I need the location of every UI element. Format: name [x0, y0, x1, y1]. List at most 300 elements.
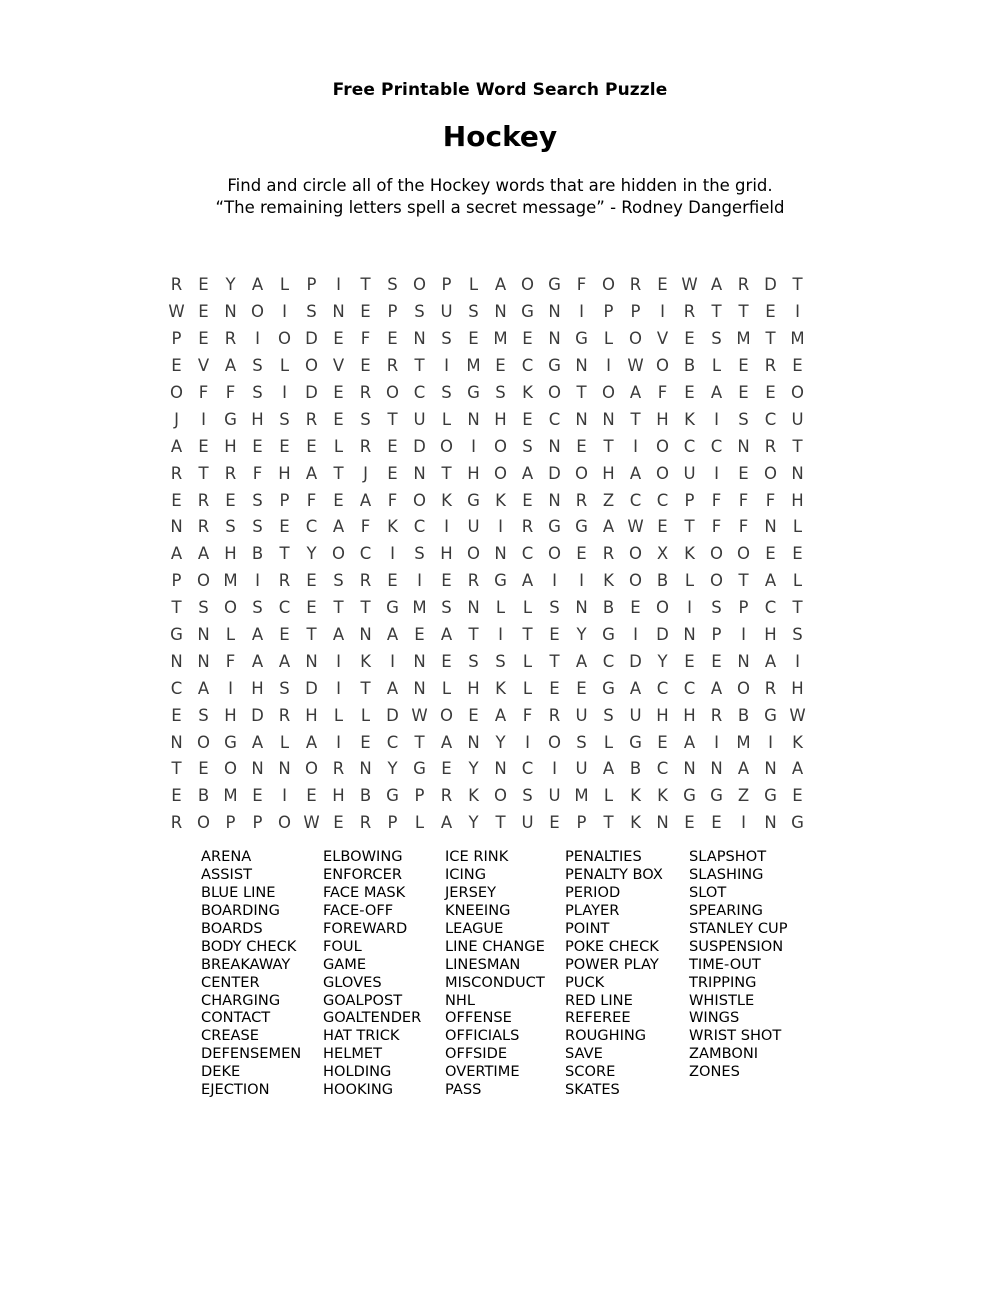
grid-cell[interactable]: T — [360, 678, 371, 698]
grid-cell[interactable]: O — [494, 463, 507, 483]
grid-cell[interactable]: H — [278, 463, 291, 483]
grid-cell[interactable]: E — [738, 463, 749, 483]
grid-cell[interactable]: R — [359, 383, 372, 402]
grid-cell[interactable]: P — [387, 302, 398, 322]
grid-cell[interactable]: E — [252, 786, 263, 806]
grid-cell[interactable]: R — [737, 275, 750, 295]
grid-cell[interactable]: E — [441, 759, 452, 779]
grid-cell[interactable]: T — [441, 463, 452, 483]
grid-cell[interactable]: A — [170, 544, 183, 564]
grid-cell[interactable]: T — [333, 463, 344, 483]
grid-cell[interactable]: N — [359, 625, 372, 645]
grid-cell[interactable]: N — [683, 625, 696, 645]
grid-cell[interactable]: H — [251, 678, 264, 698]
grid-cell[interactable]: E — [333, 383, 344, 402]
grid-cell[interactable]: T — [738, 302, 749, 322]
grid-cell[interactable]: E — [171, 705, 182, 725]
grid-cell[interactable]: L — [711, 356, 722, 376]
grid-cell[interactable]: G — [548, 275, 561, 295]
word-list-item[interactable]: HOLDING — [323, 1063, 392, 1081]
grid-cell[interactable]: I — [633, 625, 638, 645]
grid-cell[interactable]: W — [411, 705, 428, 725]
grid-cell[interactable]: I — [741, 625, 746, 645]
grid-cell[interactable]: I — [228, 678, 233, 698]
grid-cell[interactable]: C — [629, 490, 642, 510]
grid-cell[interactable]: A — [359, 490, 372, 510]
grid-cell[interactable]: E — [495, 356, 506, 376]
grid-cell[interactable]: E — [576, 436, 587, 456]
grid-cell[interactable]: M — [466, 356, 481, 376]
grid-cell[interactable]: N — [413, 678, 426, 698]
grid-cell[interactable]: O — [548, 383, 561, 402]
grid-cell[interactable]: O — [548, 544, 561, 564]
grid-cell[interactable]: T — [603, 813, 614, 833]
word-list-item[interactable]: OVERTIME — [445, 1063, 520, 1081]
grid-cell[interactable]: N — [575, 598, 588, 618]
grid-cell[interactable]: H — [602, 463, 615, 483]
grid-cell[interactable]: A — [629, 678, 642, 698]
grid-cell[interactable]: E — [306, 786, 317, 806]
grid-cell[interactable]: O — [332, 544, 345, 564]
grid-cell[interactable]: N — [467, 409, 480, 429]
grid-cell[interactable]: T — [792, 598, 803, 618]
grid-cell[interactable]: E — [684, 383, 695, 402]
grid-cell[interactable]: N — [764, 813, 777, 833]
grid-cell[interactable]: B — [683, 356, 696, 376]
grid-cell[interactable]: E — [387, 436, 398, 456]
grid-cell[interactable]: T — [495, 813, 506, 833]
grid-cell[interactable]: T — [279, 544, 290, 564]
word-list-item[interactable]: SAVE — [565, 1045, 603, 1063]
word-list-item[interactable]: TIME-OUT — [689, 955, 761, 973]
grid-cell[interactable]: O — [710, 571, 723, 591]
grid-cell[interactable]: I — [633, 436, 638, 456]
grid-cell[interactable]: N — [332, 302, 345, 322]
grid-cell[interactable]: R — [278, 571, 291, 591]
grid-cell[interactable]: C — [602, 651, 615, 671]
grid-cell[interactable]: F — [738, 490, 749, 510]
grid-cell[interactable]: P — [630, 302, 641, 322]
word-list-item[interactable]: REFEREE — [565, 1009, 631, 1027]
grid-cell[interactable]: E — [252, 436, 263, 456]
grid-cell[interactable]: D — [629, 651, 642, 671]
grid-cell[interactable]: A — [386, 625, 399, 645]
grid-cell[interactable]: S — [522, 436, 533, 456]
grid-cell[interactable]: O — [467, 544, 480, 564]
grid-cell[interactable]: G — [575, 329, 588, 349]
grid-cell[interactable]: O — [521, 275, 534, 295]
grid-cell[interactable]: G — [602, 625, 615, 645]
grid-cell[interactable]: S — [387, 275, 398, 295]
word-list-item[interactable]: ICING — [445, 865, 487, 883]
grid-cell[interactable]: T — [522, 625, 533, 645]
grid-cell[interactable]: O — [278, 329, 291, 349]
grid-cell[interactable]: N — [575, 356, 588, 376]
grid-cell[interactable]: J — [174, 409, 179, 429]
grid-cell[interactable]: O — [629, 571, 642, 591]
grid-cell[interactable]: O — [197, 732, 210, 752]
grid-cell[interactable]: G — [413, 759, 426, 779]
grid-cell[interactable]: I — [606, 356, 611, 376]
grid-cell[interactable]: T — [414, 732, 425, 752]
word-list-item[interactable]: LEAGUE — [445, 919, 504, 937]
grid-cell[interactable]: I — [660, 302, 665, 322]
grid-cell[interactable]: F — [360, 329, 371, 349]
grid-cell[interactable]: C — [548, 409, 561, 429]
grid-cell[interactable]: M — [790, 329, 805, 349]
grid-cell[interactable]: R — [305, 409, 318, 429]
grid-cell[interactable]: C — [278, 598, 291, 618]
grid-cell[interactable]: A — [710, 678, 723, 698]
grid-cell[interactable]: I — [795, 302, 800, 322]
grid-cell[interactable]: O — [251, 302, 264, 322]
word-list-item[interactable]: WINGS — [689, 1009, 740, 1027]
word-list-item[interactable]: BREAKAWAY — [201, 955, 291, 973]
grid-cell[interactable]: P — [225, 813, 236, 833]
grid-cell[interactable]: O — [575, 463, 588, 483]
grid-cell[interactable]: R — [332, 759, 345, 779]
grid-cell[interactable]: S — [441, 598, 452, 618]
grid-cell[interactable]: S — [711, 598, 722, 618]
word-list-item[interactable]: POKE CHECK — [565, 937, 659, 955]
grid-cell[interactable]: B — [602, 598, 615, 618]
word-list-item[interactable]: ENFORCER — [323, 865, 402, 883]
grid-cell[interactable]: C — [413, 383, 426, 402]
word-list-item[interactable]: PENALTY BOX — [565, 865, 663, 883]
grid-cell[interactable]: I — [417, 571, 422, 591]
grid-cell[interactable]: S — [441, 383, 452, 402]
grid-cell[interactable]: S — [468, 651, 479, 671]
grid-cell[interactable]: H — [440, 544, 453, 564]
grid-cell[interactable]: R — [575, 490, 588, 510]
grid-cell[interactable]: I — [255, 571, 260, 591]
grid-cell[interactable]: K — [657, 786, 668, 806]
grid-cell[interactable]: N — [251, 759, 264, 779]
grid-cell[interactable]: Y — [576, 625, 587, 645]
word-list-item[interactable]: FACE-OFF — [323, 901, 394, 919]
grid-cell[interactable]: E — [333, 409, 344, 429]
grid-cell[interactable]: A — [278, 651, 291, 671]
grid-cell[interactable]: A — [602, 517, 615, 537]
grid-cell[interactable]: S — [549, 598, 560, 618]
grid-cell[interactable]: L — [441, 409, 452, 429]
grid-cell[interactable]: E — [360, 732, 371, 752]
grid-cell[interactable]: A — [764, 571, 777, 591]
grid-cell[interactable]: R — [170, 463, 183, 483]
grid-cell[interactable]: E — [522, 490, 533, 510]
grid-cell[interactable]: V — [197, 356, 210, 376]
grid-cell[interactable]: S — [468, 302, 479, 322]
word-list-item[interactable]: PASS — [445, 1081, 482, 1099]
word-list-item[interactable]: EJECTION — [201, 1081, 270, 1099]
grid-cell[interactable]: S — [792, 625, 803, 645]
grid-cell[interactable]: E — [279, 625, 290, 645]
grid-cell[interactable]: D — [764, 275, 777, 295]
grid-cell[interactable]: O — [791, 383, 804, 402]
grid-cell[interactable]: Y — [387, 759, 398, 779]
word-list-item[interactable]: NHL — [445, 991, 476, 1009]
word-list-item[interactable]: CONTACT — [201, 1009, 271, 1027]
grid-cell[interactable]: U — [791, 409, 804, 429]
grid-cell[interactable]: Y — [468, 813, 479, 833]
grid-cell[interactable]: I — [579, 571, 584, 591]
grid-cell[interactable]: A — [251, 625, 264, 645]
word-list-item[interactable]: ELBOWING — [323, 848, 403, 865]
grid-cell[interactable]: T — [333, 598, 344, 618]
grid-cell[interactable]: S — [576, 732, 587, 752]
grid-cell[interactable]: E — [387, 571, 398, 591]
word-list-item[interactable]: MISCONDUCT — [445, 973, 545, 991]
grid-cell[interactable]: E — [765, 544, 776, 564]
grid-cell[interactable]: S — [279, 678, 290, 698]
grid-cell[interactable]: I — [444, 517, 449, 537]
grid-cell[interactable]: H — [494, 409, 507, 429]
grid-cell[interactable]: W — [303, 813, 320, 833]
grid-cell[interactable]: O — [305, 356, 318, 376]
word-list-item[interactable]: POWER PLAY — [565, 955, 659, 973]
grid-cell[interactable]: I — [795, 651, 800, 671]
grid-cell[interactable]: C — [656, 490, 669, 510]
grid-cell[interactable]: T — [711, 302, 722, 322]
grid-cell[interactable]: H — [791, 490, 804, 510]
grid-cell[interactable]: T — [360, 598, 371, 618]
grid-cell[interactable]: I — [336, 732, 341, 752]
grid-cell[interactable]: K — [792, 732, 803, 752]
grid-cell[interactable]: J — [363, 463, 368, 483]
grid-cell[interactable]: N — [575, 409, 588, 429]
word-list-item[interactable]: POINT — [565, 919, 610, 937]
grid-cell[interactable]: P — [711, 625, 722, 645]
grid-cell[interactable]: L — [522, 678, 533, 698]
grid-cell[interactable]: G — [548, 356, 561, 376]
grid-cell[interactable]: N — [413, 651, 426, 671]
grid-cell[interactable]: A — [764, 651, 777, 671]
grid-cell[interactable]: A — [440, 813, 453, 833]
grid-cell[interactable]: D — [386, 705, 399, 725]
grid-cell[interactable]: L — [792, 571, 803, 591]
grid-cell[interactable]: E — [576, 544, 587, 564]
grid-cell[interactable]: I — [714, 409, 719, 429]
grid-cell[interactable]: B — [629, 759, 642, 779]
grid-cell[interactable]: N — [359, 759, 372, 779]
grid-cell[interactable]: A — [710, 383, 723, 402]
word-list-item[interactable]: SLASHING — [689, 865, 764, 883]
word-list-item[interactable]: TRIPPING — [689, 973, 757, 991]
grid-cell[interactable]: I — [282, 383, 287, 402]
grid-cell[interactable]: N — [710, 759, 723, 779]
grid-cell[interactable]: L — [279, 732, 290, 752]
word-list-item[interactable]: RED LINE — [565, 991, 633, 1009]
grid-cell[interactable]: S — [522, 786, 533, 806]
grid-cell[interactable]: I — [552, 571, 557, 591]
grid-cell[interactable]: I — [255, 329, 260, 349]
grid-cell[interactable]: R — [548, 705, 561, 725]
grid-cell[interactable]: I — [336, 651, 341, 671]
grid-cell[interactable]: O — [656, 436, 669, 456]
grid-cell[interactable]: I — [390, 544, 395, 564]
grid-cell[interactable]: R — [197, 490, 210, 510]
grid-cell[interactable]: E — [792, 544, 803, 564]
word-list-item[interactable]: CENTER — [201, 973, 260, 991]
grid-cell[interactable]: U — [629, 705, 642, 725]
grid-cell[interactable]: G — [467, 383, 480, 402]
grid-cell[interactable]: G — [467, 490, 480, 510]
grid-cell[interactable]: E — [279, 436, 290, 456]
grid-cell[interactable]: M — [412, 598, 427, 618]
grid-cell[interactable]: D — [413, 436, 426, 456]
word-list-item[interactable]: PERIOD — [565, 883, 621, 901]
grid-cell[interactable]: Y — [225, 275, 236, 295]
grid-cell[interactable]: T — [360, 275, 371, 295]
grid-cell[interactable]: C — [305, 517, 318, 537]
grid-cell[interactable]: I — [444, 356, 449, 376]
grid-cell[interactable]: I — [498, 517, 503, 537]
grid-cell[interactable]: E — [711, 651, 722, 671]
grid-cell[interactable]: P — [387, 813, 398, 833]
grid-cell[interactable]: L — [792, 517, 803, 537]
grid-cell[interactable]: D — [305, 678, 318, 698]
grid-cell[interactable]: I — [525, 732, 530, 752]
grid-cell[interactable]: G — [575, 517, 588, 537]
grid-cell[interactable]: N — [548, 490, 561, 510]
grid-cell[interactable]: F — [225, 383, 236, 402]
grid-cell[interactable]: R — [764, 356, 777, 376]
grid-cell[interactable]: T — [468, 625, 479, 645]
word-list-item[interactable]: ROUGHING — [565, 1027, 647, 1045]
grid-cell[interactable]: H — [332, 786, 345, 806]
grid-cell[interactable]: E — [198, 329, 209, 349]
grid-cell[interactable]: E — [333, 813, 344, 833]
grid-cell[interactable]: U — [575, 705, 588, 725]
grid-cell[interactable]: O — [656, 598, 669, 618]
grid-cell[interactable]: O — [710, 544, 723, 564]
grid-cell[interactable]: S — [225, 517, 236, 537]
grid-cell[interactable]: N — [602, 409, 615, 429]
word-list-item[interactable]: DEFENSEMEN — [201, 1045, 302, 1063]
grid-cell[interactable]: E — [630, 598, 641, 618]
grid-cell[interactable]: A — [737, 759, 750, 779]
grid-cell[interactable]: S — [711, 329, 722, 349]
grid-cell[interactable]: K — [630, 786, 641, 806]
grid-cell[interactable]: H — [683, 705, 696, 725]
grid-cell[interactable]: F — [252, 463, 263, 483]
grid-cell[interactable]: E — [684, 329, 695, 349]
grid-cell[interactable]: E — [657, 275, 668, 295]
grid-cell[interactable]: C — [683, 436, 696, 456]
grid-cell[interactable]: S — [279, 409, 290, 429]
grid-cell[interactable]: A — [197, 544, 210, 564]
grid-cell[interactable]: I — [552, 759, 557, 779]
grid-cell[interactable]: E — [306, 571, 317, 591]
grid-cell[interactable]: S — [252, 383, 263, 402]
word-list-item[interactable]: STANLEY CUP — [689, 919, 788, 937]
grid-cell[interactable]: B — [656, 571, 669, 591]
grid-cell[interactable]: A — [305, 463, 318, 483]
grid-cell[interactable]: G — [386, 598, 399, 618]
grid-cell[interactable]: L — [279, 275, 290, 295]
grid-cell[interactable]: N — [224, 302, 237, 322]
grid-cell[interactable]: R — [359, 813, 372, 833]
grid-cell[interactable]: O — [629, 329, 642, 349]
grid-cell[interactable]: S — [198, 598, 209, 618]
grid-cell[interactable]: H — [656, 409, 669, 429]
grid-cell[interactable]: T — [549, 651, 560, 671]
grid-cell[interactable]: E — [522, 329, 533, 349]
grid-cell[interactable]: R — [710, 705, 723, 725]
grid-cell[interactable]: C — [359, 544, 372, 564]
grid-cell[interactable]: Y — [657, 651, 668, 671]
grid-cell[interactable]: F — [387, 490, 398, 510]
grid-cell[interactable]: A — [251, 275, 264, 295]
grid-cell[interactable]: O — [305, 759, 318, 779]
grid-cell[interactable]: E — [657, 517, 668, 537]
grid-cell[interactable]: S — [495, 651, 506, 671]
grid-cell[interactable]: C — [764, 409, 777, 429]
grid-cell[interactable]: O — [278, 813, 291, 833]
grid-cell[interactable]: R — [170, 813, 183, 833]
grid-cell[interactable]: R — [359, 571, 372, 591]
grid-cell[interactable]: A — [575, 651, 588, 671]
word-list-item[interactable]: CREASE — [201, 1027, 260, 1045]
grid-cell[interactable]: W — [627, 517, 644, 537]
word-list-item[interactable]: FOUL — [323, 937, 362, 955]
grid-cell[interactable]: T — [765, 329, 776, 349]
grid-cell[interactable]: O — [737, 544, 750, 564]
grid-cell[interactable]: D — [305, 383, 318, 402]
grid-cell[interactable]: H — [305, 705, 318, 725]
grid-cell[interactable]: G — [683, 786, 696, 806]
grid-cell[interactable]: P — [576, 813, 587, 833]
grid-cell[interactable]: L — [603, 329, 614, 349]
grid-cell[interactable]: O — [386, 383, 399, 402]
grid-cell[interactable]: K — [522, 383, 533, 402]
grid-cell[interactable]: R — [629, 275, 642, 295]
grid-cell[interactable]: L — [333, 436, 344, 456]
grid-cell[interactable]: S — [738, 409, 749, 429]
word-list-item[interactable]: BOARDING — [201, 901, 280, 919]
grid-cell[interactable]: C — [386, 732, 399, 752]
grid-cell[interactable]: N — [764, 517, 777, 537]
grid-cell[interactable]: A — [629, 383, 642, 402]
grid-cell[interactable]: E — [171, 490, 182, 510]
grid-cell[interactable]: C — [521, 356, 534, 376]
grid-cell[interactable]: K — [441, 490, 452, 510]
grid-cell[interactable]: N — [197, 625, 210, 645]
grid-cell[interactable]: G — [764, 786, 777, 806]
grid-cell[interactable]: A — [791, 759, 804, 779]
grid-cell[interactable]: T — [792, 275, 803, 295]
grid-cell[interactable]: D — [656, 625, 669, 645]
grid-cell[interactable]: T — [684, 517, 695, 537]
grid-cell[interactable]: O — [494, 436, 507, 456]
grid-cell[interactable]: P — [441, 275, 452, 295]
grid-cell[interactable]: Y — [468, 759, 479, 779]
grid-cell[interactable]: O — [224, 598, 237, 618]
grid-cell[interactable]: K — [360, 651, 371, 671]
grid-cell[interactable]: R — [224, 463, 237, 483]
grid-cell[interactable]: I — [579, 302, 584, 322]
grid-cell[interactable]: T — [387, 409, 398, 429]
grid-cell[interactable]: P — [306, 275, 317, 295]
grid-cell[interactable]: O — [602, 275, 615, 295]
grid-cell[interactable]: U — [548, 786, 561, 806]
grid-cell[interactable]: W — [168, 302, 185, 322]
grid-cell[interactable]: L — [414, 813, 425, 833]
grid-cell[interactable]: R — [764, 678, 777, 698]
grid-cell[interactable]: G — [521, 302, 534, 322]
grid-cell[interactable]: B — [737, 705, 750, 725]
grid-cell[interactable]: E — [387, 463, 398, 483]
